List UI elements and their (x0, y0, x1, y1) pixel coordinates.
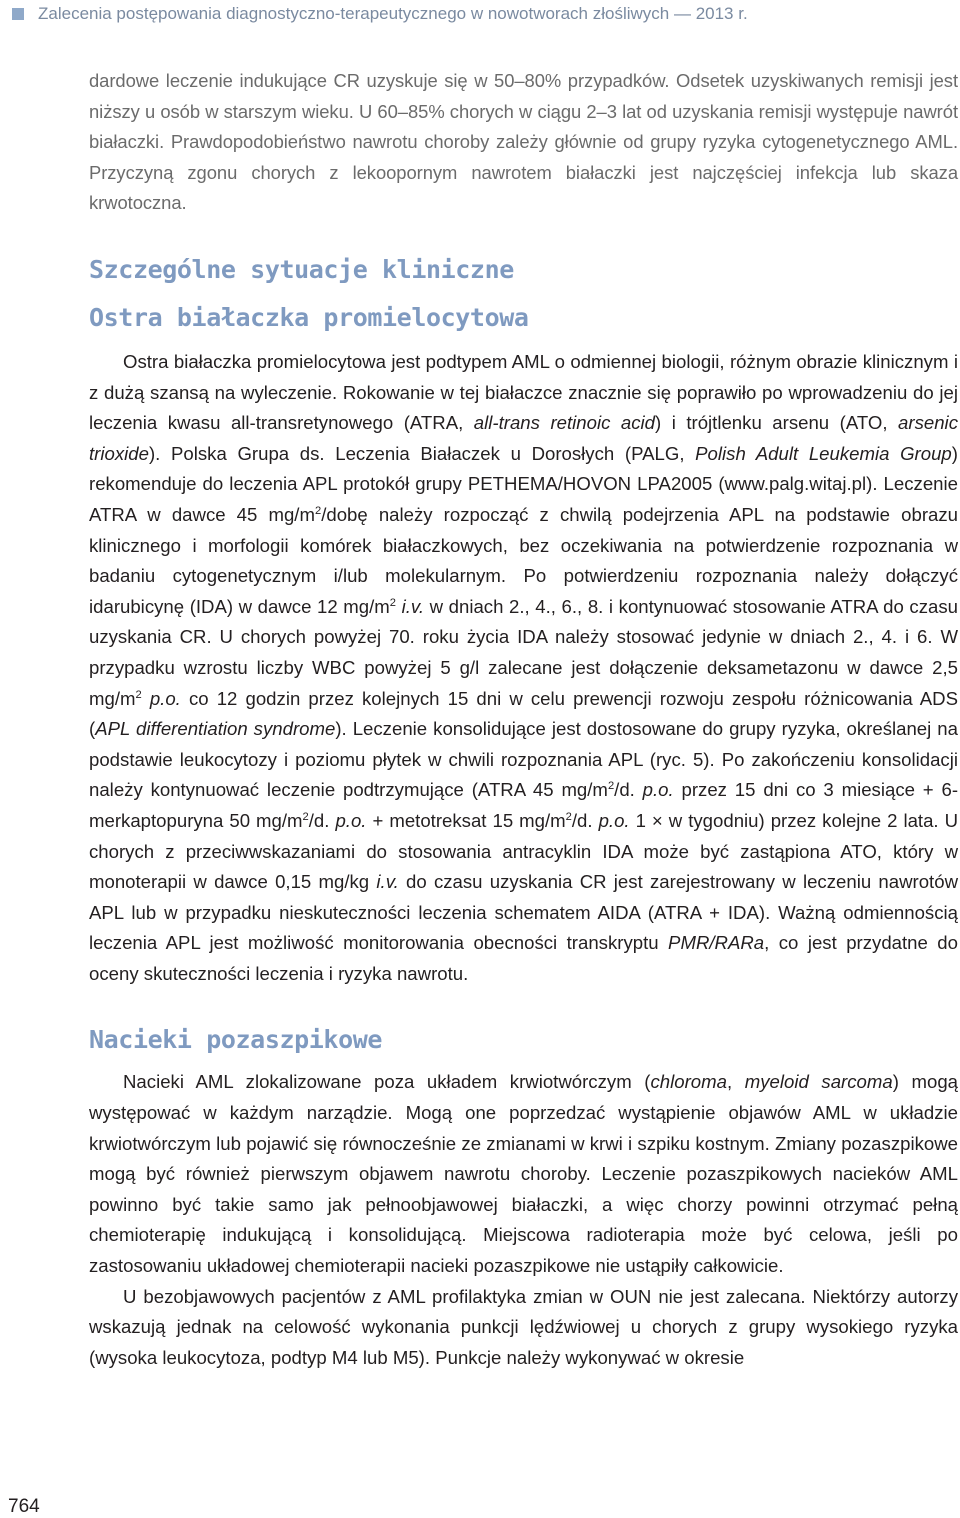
extramedullary-paragraph: Nacieki AML zlokalizowane poza układem krwiotwórczym (chloroma, myeloid sarcoma) mogą występować w każdym narządzie. Mogą one poprzedzać wystąpienie objawów AML w układzie krwiotwórczym lub pojawić się równocześnie ze zmianami w krwi i szpiku kostnym. Zmiany pozaszpikowe mogą być również pierwszym objawem nawrotu choroby. Leczenie pozaszpikowych nacieków AML powinno być takie samo jak pełnoobjawowej białaczki, a więc chorzy powinni otrzymać pełną chemioterapię indukującą i konsolidującą. Miejscowa radioterapia może być celowa, jeśli po zastosowaniu układowej chemioterapii nacieki pozaszpikowe nie ustąpiły całkowicie. (89, 1071, 958, 1277)
cns-paragraph: U bezobjawowych pacjentów z AML profilaktyka zmian w OUN nie jest zalecana. Niektórzy autorzy wskazują jednak na celowość wykonania punkcji lędźwiowej u chorych z grupy wysokiego ryzyka (wysoka leukocytoza, podtyp M4 lub M5). Punkcje należy wykonywać w okresie (89, 1285, 958, 1368)
subsection-title-2: Nacieki pozaszpikowe (89, 1025, 383, 1055)
header-square-icon (12, 8, 24, 20)
section-title: Szczególne sytuacje kliniczne (89, 255, 514, 284)
page-content (89, 66, 958, 1373)
intro-paragraph: dardowe leczenie indukujące CR uzyskuje się w 50–80% przypadków. Odsetek uzyskiwanych remisji jest niższy u osób w starszym wieku. U 60–85% chorych w ciągu 2–3 lat od uzyskania remisji występuje nawrót białaczki. Prawdopodobieństwo nawrotu choroby zależy głównie od grupy ryzyka cytogenetycznego AML. Przyczyną zgonu chorych z lekoopornym nawrotem białaczki jest najczęściej infekcja lub skaza krwotoczna. (89, 70, 958, 214)
header-title: Zalecenia postępowania diagnostyczno-terapeutycznego w nowotworach złośliwych — 2013 r. (38, 4, 748, 23)
page-number: 764 (8, 1496, 40, 1517)
apl-paragraph: Ostra białaczka promielocytowa jest podtypem AML o odmiennej biologii, różnym obrazie klinicznym i z dużą szansą na wyleczenie. Rokowanie w tej białaczce znacznie się poprawiło po wprowadzeniu do jej leczenia kwasu all-transretynowego (ATRA, all-trans retinoic acid) i trójtlenku arsenu (ATO, arsenic trioxide). Polska Grupa ds. Leczenia Białaczek u Dorosłych (PALG, Polish Adult Leukemia Group) rekomenduje do leczenia APL protokół grupy PETHEMA/HOVON LPA2005 (www.palg.witaj.pl). Leczenie ATRA w dawce 45 $mg/m^2$/dobę należy rozpocząć z chwilą podejrzenia APL na podstawie obrazu klinicznego i morfologii komórek białaczkowych, bez oczekiwania na potwierdzenie rozpoznania w badaniu cytogenetycznym i/lub molekularnym. Po potwierdzeniu rozpoznania należy dołączyć idarubicynę (IDA) w dawce 12 $mg/m^2$ i.v. w dniach 2., 4., 6., 8. i kontynuować stosowanie ATRA do czasu uzyskania CR. U chorych powyżej 70. roku życia IDA należy stosować jedynie w dniach 2., 4. i 6. W przypadku wzrostu liczby WBC powyżej 5 g/l zalecane jest dołączenie deksametazonu w dawce 2,5 $mg/m^2$ p.o. co 12 godzin przez kolejnych 15 dni w celu prewencji rozwoju zespołu różnicowania ADS (APL differentiation syndrome). Leczenie konsolidujące jest dostosowane do grupy ryzyka, określanej na podstawie leukocytozy i poziomu płytek w chwili rozpoznania APL (ryc. 5). Po zakończeniu konsolidacji należy kontynuować leczenie podtrzymujące (ATRA 45 $mg/m^2/d$. p.o. przez 15 dni co 3 miesiące + 6-merkaptopuryna 50 $mg/m^2/d$. p.o. + metotreksat 15 $mg/m^2/d$. p.o. 1 × w tygodniu) przez kolejne 2 lata. U chorych z przeciwwskazaniami do stosowania antracyklin IDA może być zastąpiona ATO, który w monoterapii w dawce 0,15 mg/kg i.v. do czasu uzyskania CR jest zarejestrowany w leczeniu nawrotów APL lub w przypadku nieskuteczności leczenia schematem AIDA (ATRA + IDA). Ważną odmiennością leczenia APL jest możliwość monitorowania obecności transkryptu PMR/RARa, co jest przydatne do oceny skuteczności leczenia i ryzyka nawrotu. (89, 351, 959, 984)
running-header (0, 0, 960, 34)
subsection-title: Ostra białaczka promielocytowa (89, 303, 529, 332)
